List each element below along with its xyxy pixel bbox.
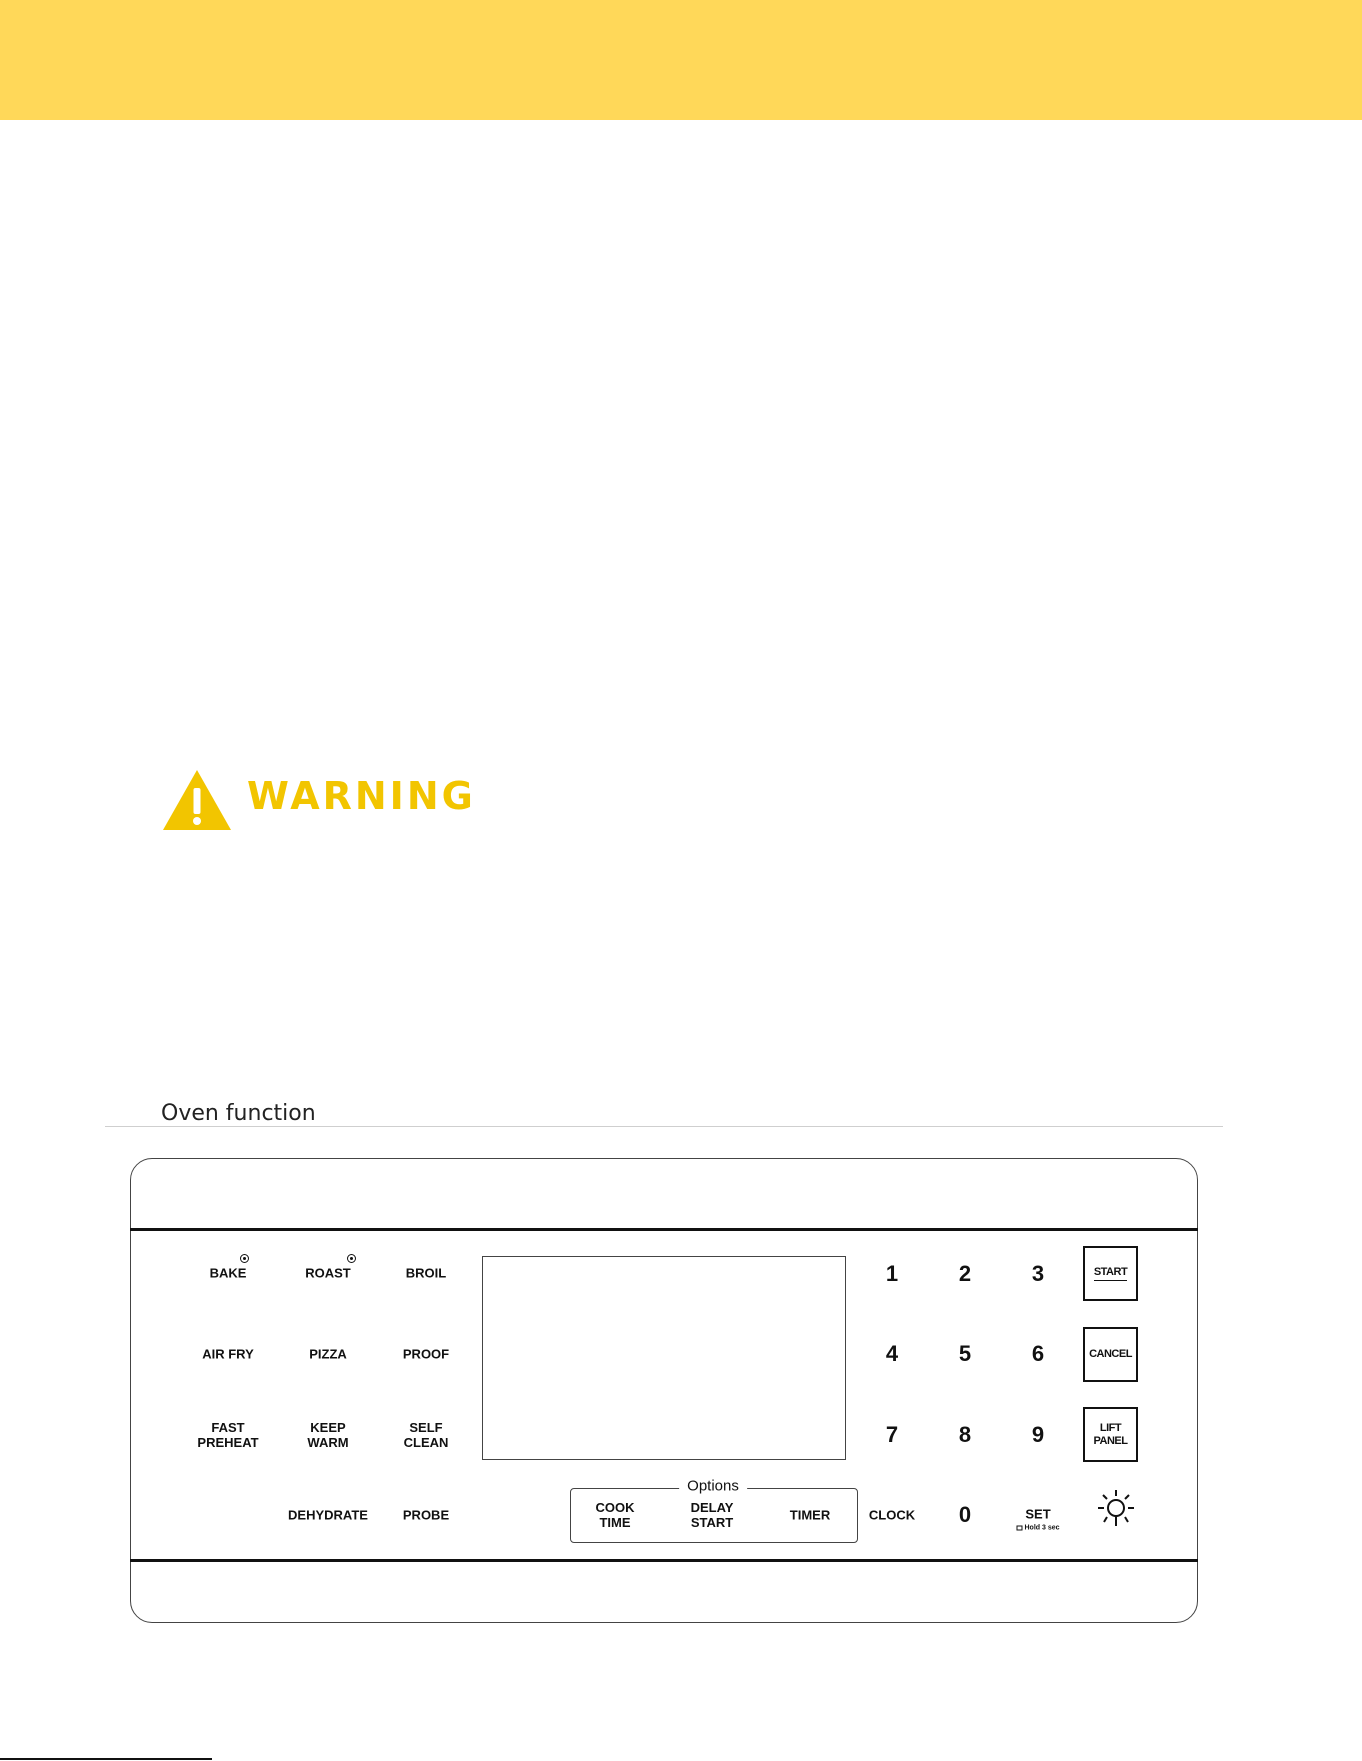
- panel-bottom-line: [130, 1559, 1198, 1562]
- lift-panel-button[interactable]: [1083, 1407, 1138, 1462]
- dehydrate-button[interactable]: DEHYDRATE: [288, 1507, 368, 1523]
- self-clean-button[interactable]: SELF CLEAN: [403, 1420, 449, 1450]
- timer-button[interactable]: TIMER: [789, 1507, 831, 1523]
- keypad-8[interactable]: 8: [958, 1422, 972, 1447]
- cook-time-button[interactable]: COOK TIME: [595, 1500, 635, 1530]
- keypad-4[interactable]: 4: [885, 1341, 899, 1366]
- keypad-2[interactable]: 2: [958, 1261, 972, 1286]
- options-title: Options: [679, 1478, 747, 1495]
- keypad-9[interactable]: 9: [1031, 1422, 1045, 1447]
- keypad-5[interactable]: 5: [958, 1341, 972, 1366]
- air-fry-button[interactable]: AIR FRY: [202, 1346, 254, 1362]
- section-title: Oven function: [161, 1101, 316, 1126]
- light-icon[interactable]: [1094, 1488, 1138, 1532]
- keep-warm-button[interactable]: KEEP WARM: [307, 1420, 349, 1450]
- start-label: START: [1094, 1266, 1127, 1281]
- delay-start-button[interactable]: DELAY START: [690, 1500, 734, 1530]
- probe-button[interactable]: PROBE: [402, 1507, 450, 1523]
- start-button[interactable]: [1083, 1246, 1138, 1301]
- set-button[interactable]: SET: [1025, 1506, 1051, 1522]
- panel-top-line: [130, 1228, 1198, 1231]
- pizza-button[interactable]: PIZZA: [309, 1346, 347, 1362]
- broil-button[interactable]: BROIL: [405, 1265, 447, 1281]
- cancel-label: CANCEL: [1089, 1348, 1132, 1360]
- proof-button[interactable]: PROOF: [402, 1346, 450, 1362]
- roast-button[interactable]: ROAST: [305, 1265, 351, 1281]
- bake-button[interactable]: BAKE: [209, 1265, 247, 1281]
- footnote-rule: [0, 1758, 212, 1760]
- lift-panel-label: LIFT PANEL: [1093, 1421, 1128, 1447]
- section-divider: [105, 1126, 1223, 1127]
- bake-fan-icon: [240, 1254, 249, 1263]
- roast-fan-icon: [347, 1254, 356, 1263]
- warning-triangle-icon: [161, 768, 233, 832]
- keypad-1[interactable]: 1: [885, 1261, 899, 1286]
- fast-preheat-button[interactable]: FAST PREHEAT: [197, 1420, 259, 1450]
- keypad-0[interactable]: 0: [958, 1502, 972, 1527]
- set-hold-note: [1016, 1525, 1059, 1532]
- display-screen: [482, 1256, 846, 1460]
- cancel-button[interactable]: [1083, 1327, 1138, 1382]
- keypad-6[interactable]: 6: [1031, 1341, 1045, 1366]
- keypad-7[interactable]: 7: [885, 1422, 899, 1447]
- header-band: [0, 0, 1362, 120]
- warning-label: WARNING: [247, 774, 476, 818]
- keypad-3[interactable]: 3: [1031, 1261, 1045, 1286]
- set-hold-text: Hold 3 sec: [1024, 1524, 1060, 1532]
- clock-button[interactable]: CLOCK: [868, 1507, 916, 1523]
- lock-icon: [1016, 1525, 1022, 1530]
